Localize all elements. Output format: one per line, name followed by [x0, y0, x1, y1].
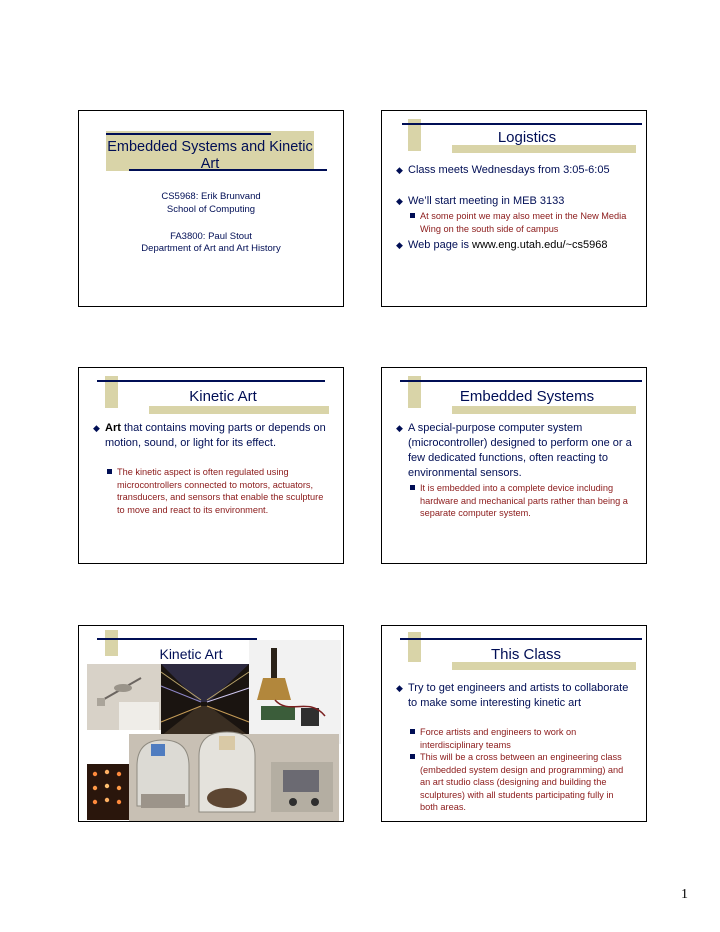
square-bullet-icon: [410, 754, 415, 759]
title-accent-line: [400, 638, 642, 640]
slide-2: [381, 110, 647, 307]
diamond-bullet-icon: ◆: [396, 423, 403, 433]
bell-jar-sculptures-photo: [129, 732, 339, 821]
page-number: 1: [681, 887, 688, 902]
slide-title: Logistics: [497, 129, 557, 146]
title-accent-line: [97, 380, 325, 382]
bullet-item: ◆ Web page is www.eng.utah.edu/~cs5968: [396, 239, 608, 251]
bullet-item: ◆ We’ll start meeting in MEB 3133: [396, 195, 565, 207]
dept-1: School of Computing: [166, 204, 256, 215]
diamond-bullet-icon: ◆: [93, 423, 100, 433]
square-bullet-icon: [107, 469, 112, 474]
dept-2: Department of Art and Art History: [141, 243, 281, 254]
diamond-bullet-icon: ◆: [396, 165, 403, 175]
title-accent-rect: [149, 406, 329, 414]
title-accent-line: [402, 123, 642, 125]
title-accent-rect: [452, 662, 636, 670]
slide-title: This Class: [490, 646, 561, 663]
title-accent-line: [400, 380, 642, 382]
light-tunnel-photo: [161, 664, 249, 736]
title-accent-rect: [452, 406, 636, 414]
sub-bullet-item: At some point we may also meet in the New Media Wing on the south side of campus: [410, 210, 632, 235]
slide-3: [78, 367, 344, 564]
bullet-item: ◆ Art that contains moving parts or depends on motion, sound, or light for its effect.: [93, 422, 326, 449]
led-cube-photo: [87, 764, 129, 820]
slide-5: [78, 625, 344, 822]
sub-bullet-item: It is embedded into a complete device including hardware and mechanical parts rather than being a separate computer system.: [410, 482, 632, 520]
mobile-sculpture-photo: [87, 664, 161, 730]
diamond-bullet-icon: ◆: [396, 240, 403, 250]
title-accent-line: [106, 133, 271, 135]
diamond-bullet-icon: ◆: [396, 683, 403, 693]
slide-title: Embedded Systems: [459, 388, 595, 405]
title-accent-rect: [408, 632, 421, 662]
slide-4: [381, 367, 647, 564]
course-1: CS5968: Erik Brunvand: [161, 191, 261, 202]
bullet-item: ◆ Class meets Wednesdays from 3:05-6:05: [396, 164, 610, 176]
kinetic-art-collage: [79, 626, 343, 821]
sub-bullet-item: This will be a cross between an engineering class (embedded system design and programming) and an art studio class (designing and building the sculptures) with all students participating fully in both areas.: [410, 751, 632, 814]
slide-title: Embedded Systems and Kinetic Art: [107, 139, 313, 172]
course-2: FA3800: Paul Stout: [170, 231, 252, 242]
title-accent-rect: [452, 145, 636, 153]
slide-6: [381, 625, 647, 822]
course-url[interactable]: www.eng.utah.edu/~cs5968: [472, 239, 608, 251]
square-bullet-icon: [410, 485, 415, 490]
slide-title: Kinetic Art: [189, 388, 257, 405]
slide-title: Kinetic Art: [159, 646, 223, 662]
slide-1: [78, 110, 344, 307]
square-bullet-icon: [410, 729, 415, 734]
sub-bullet-item: The kinetic aspect is often regulated using microcontrollers connected to motors, actuators, transducers, and sensors that enable the sculpture to move and react to its environment.: [107, 466, 329, 516]
square-bullet-icon: [410, 213, 415, 218]
bullet-item: ◆ A special-purpose computer system (microcontroller) designed to perform one or a few dedicated functions, often reacting to environmental sensors.: [396, 422, 632, 479]
bell-electronics-photo: [249, 640, 341, 744]
sub-bullet-item: Force artists and engineers to work on interdisciplinary teams: [410, 726, 632, 751]
diamond-bullet-icon: ◆: [396, 196, 403, 206]
bullet-item: ◆ Try to get engineers and artists to collaborate to make some interesting kinetic art: [396, 682, 629, 709]
